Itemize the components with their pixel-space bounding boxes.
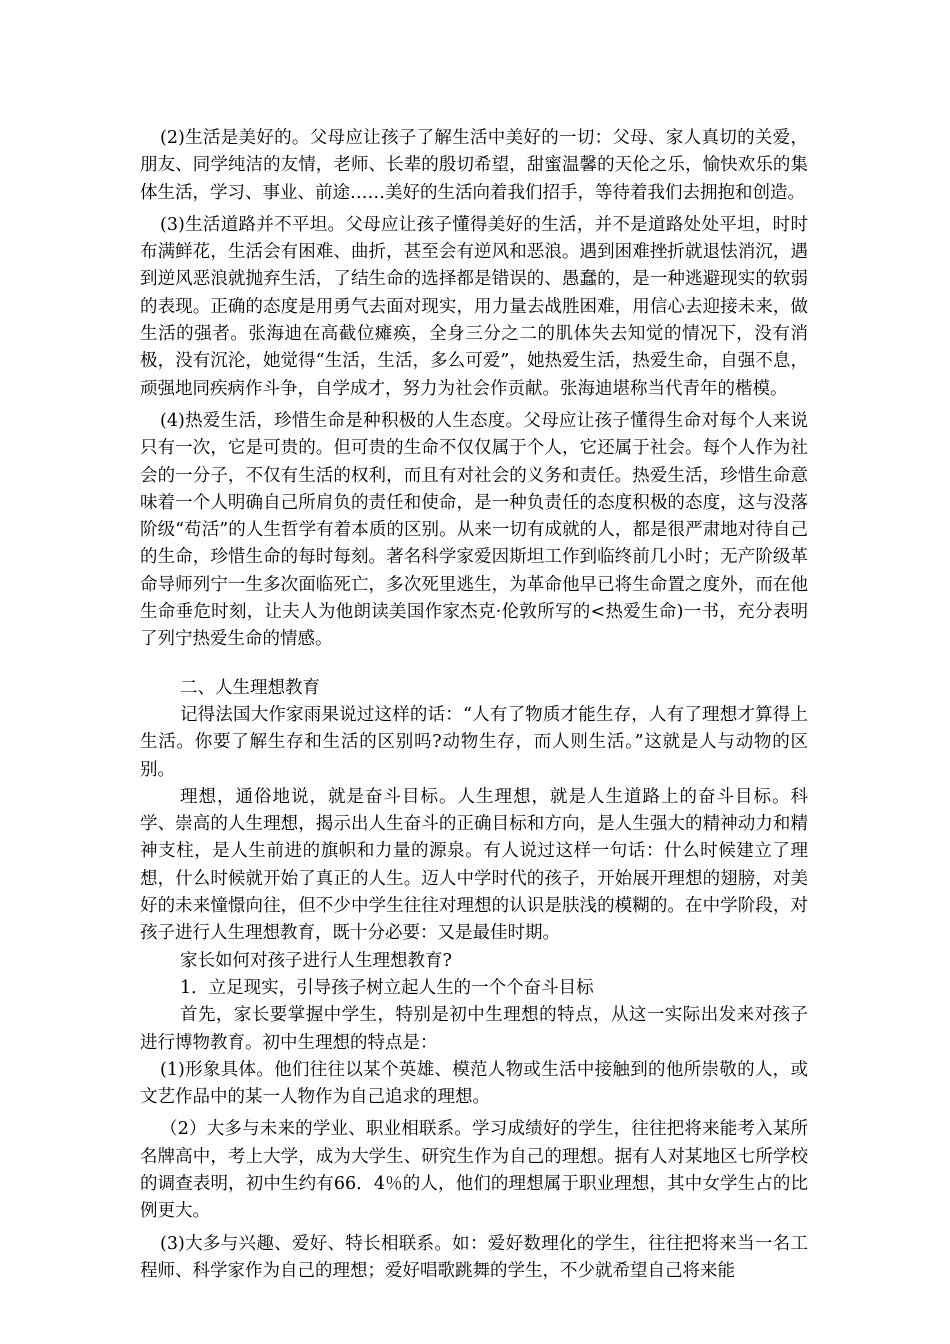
paragraph-study-career: （2）大多与未来的学业、职业相联系。学习成绩好的学生，往往把将来能考入某所名牌高中，考上大学，成为大学生、研究生作为自己的理想。据有人对某地区七所学校的调查表明，初中生约有66．4％的人，他们的理想属于职业理想，其中女学生占的比例更大。 [140,1119,808,1222]
section-heading-life-ideals: 二、人生理想教育 [180,677,320,698]
paragraph-hugo-quote: 记得法国大作家雨果说过这样的话：“人有了物质才能生存，人有了理想才算得上生活。你要了解生存和生活的区别吗?动物生存，而人则生活。”这就是人与动物的区别。 [140,704,808,780]
subheading-set-goals: 1．立足现实，引导孩子树立起人生的一个个奋斗目标 [180,977,594,998]
paragraph-how-parents-educate: 家长如何对孩子进行人生理想教育? [180,950,452,971]
paragraph-spacer [140,654,808,675]
paragraph-life-road-not-smooth: (3)生活道路并不平坦。父母应让孩子懂得美好的生活，并不是道路处处平坦，时时布满鲜花，生活会有困难、曲折，甚至会有逆风和恶浪。遇到困难挫折就退怯消沉，遇到逆风恶浪就抛弃生活，了结生命的选择都是错误的、愚蠢的，是一种逃避现实的软弱的表现。正确的态度是用勇气去面对现实，用力量去战胜困难，用信心去迎接未来，做生活的强者。张海迪在高截位瘫痪，全身三分之二的肌体失去知觉的情况下，没有消极，没有沉沦，她觉得“生活，生活，多么可爱”，她热爱生活，热爱生命，自强不息，顽强地同疾病作斗争，自学成才，努力为社会作贡献。张海迪堪称当代青年的楷模。 [140,214,808,399]
paragraph-junior-ideals-features: 首先，家长要掌握中学生，特别是初中生理想的特点，从这一实际出发来对孩子进行博物教育。初中生理想的特点是： [140,1005,808,1053]
document-body [140,125,808,1285]
paragraph-ideal-definition: 理想，通俗地说，就是奋斗目标。人生理想，就是人生道路上的奋斗目标。科学、崇高的人生理想，揭示出人生奋斗的正确目标和方向，是人生强大的精神动力和精神支柱，是人生前进的旗帜和力量的源泉。有人说过这样一句话：什么时候建立了理想，什么时候就开始了真正的人生。迈人中学时代的孩子，开始展开理想的翅膀，对美好的未来憧憬向往，但不少中学生往往对理想的认识是肤浅的模糊的。在中学阶段，对孩子进行人生理想教育，既十分必要：又是最佳时期。 [140,786,808,944]
paragraph-interests-hobbies: (3)大多与兴趣、爱好、特长相联系。如：爱好数理化的学生，往往把将来当一名工程师、科学家作为自己的理想；爱好唱歌跳舞的学生，不少就希望自己将来能 [140,1233,808,1281]
paragraph-concrete-image: (1)形象具体。他们往往以某个英雄、模范人物或生活中接触到的他所崇敬的人，或文艺作品中的某一人物作为自己追求的理想。 [140,1059,808,1108]
paragraph-cherish-life: (4)热爱生活，珍惜生命是种积极的人生态度。父母应让孩子懂得生命对每个人来说只有一次，它是可贵的。但可贵的生命不仅仅属于个人，它还属于社会。每个人作为社会的一分子，不仅有生活的权利，而且有对社会的义务和责任。热爱生活，珍惜生命意味着一个人明确自己所肩负的责任和使命，是一种负责任的态度积极的态度，这与没落阶级“苟活”的人生哲学有着本质的区别。从来一切有成就的人，都是很严肃地对待自己的生命，珍惜生命的每时每刻。著名科学家爱因斯坦工作到临终前几小时；无产阶级革命导师列宁一生多次面临死亡，多次死里逃生，为革命他早已将生命置之度外，而在他生命垂危时刻，让夫人为他朗读美国作家杰克·伦敦所写的<热爱生命)一书，充分表明了列宁热爱生命的情感。 [140,410,808,650]
paragraph-life-is-beautiful: (2)生活是美好的。父母应让孩子了解生活中美好的一切：父母、家人真切的关爱，朋友、同学纯洁的友情，老师、长辈的殷切希望，甜蜜温馨的天伦之乐，愉快欢乐的集体生活，学习、事业、前途……美好的生活向着我们招手，等待着我们去拥抱和创造。 [140,128,808,203]
